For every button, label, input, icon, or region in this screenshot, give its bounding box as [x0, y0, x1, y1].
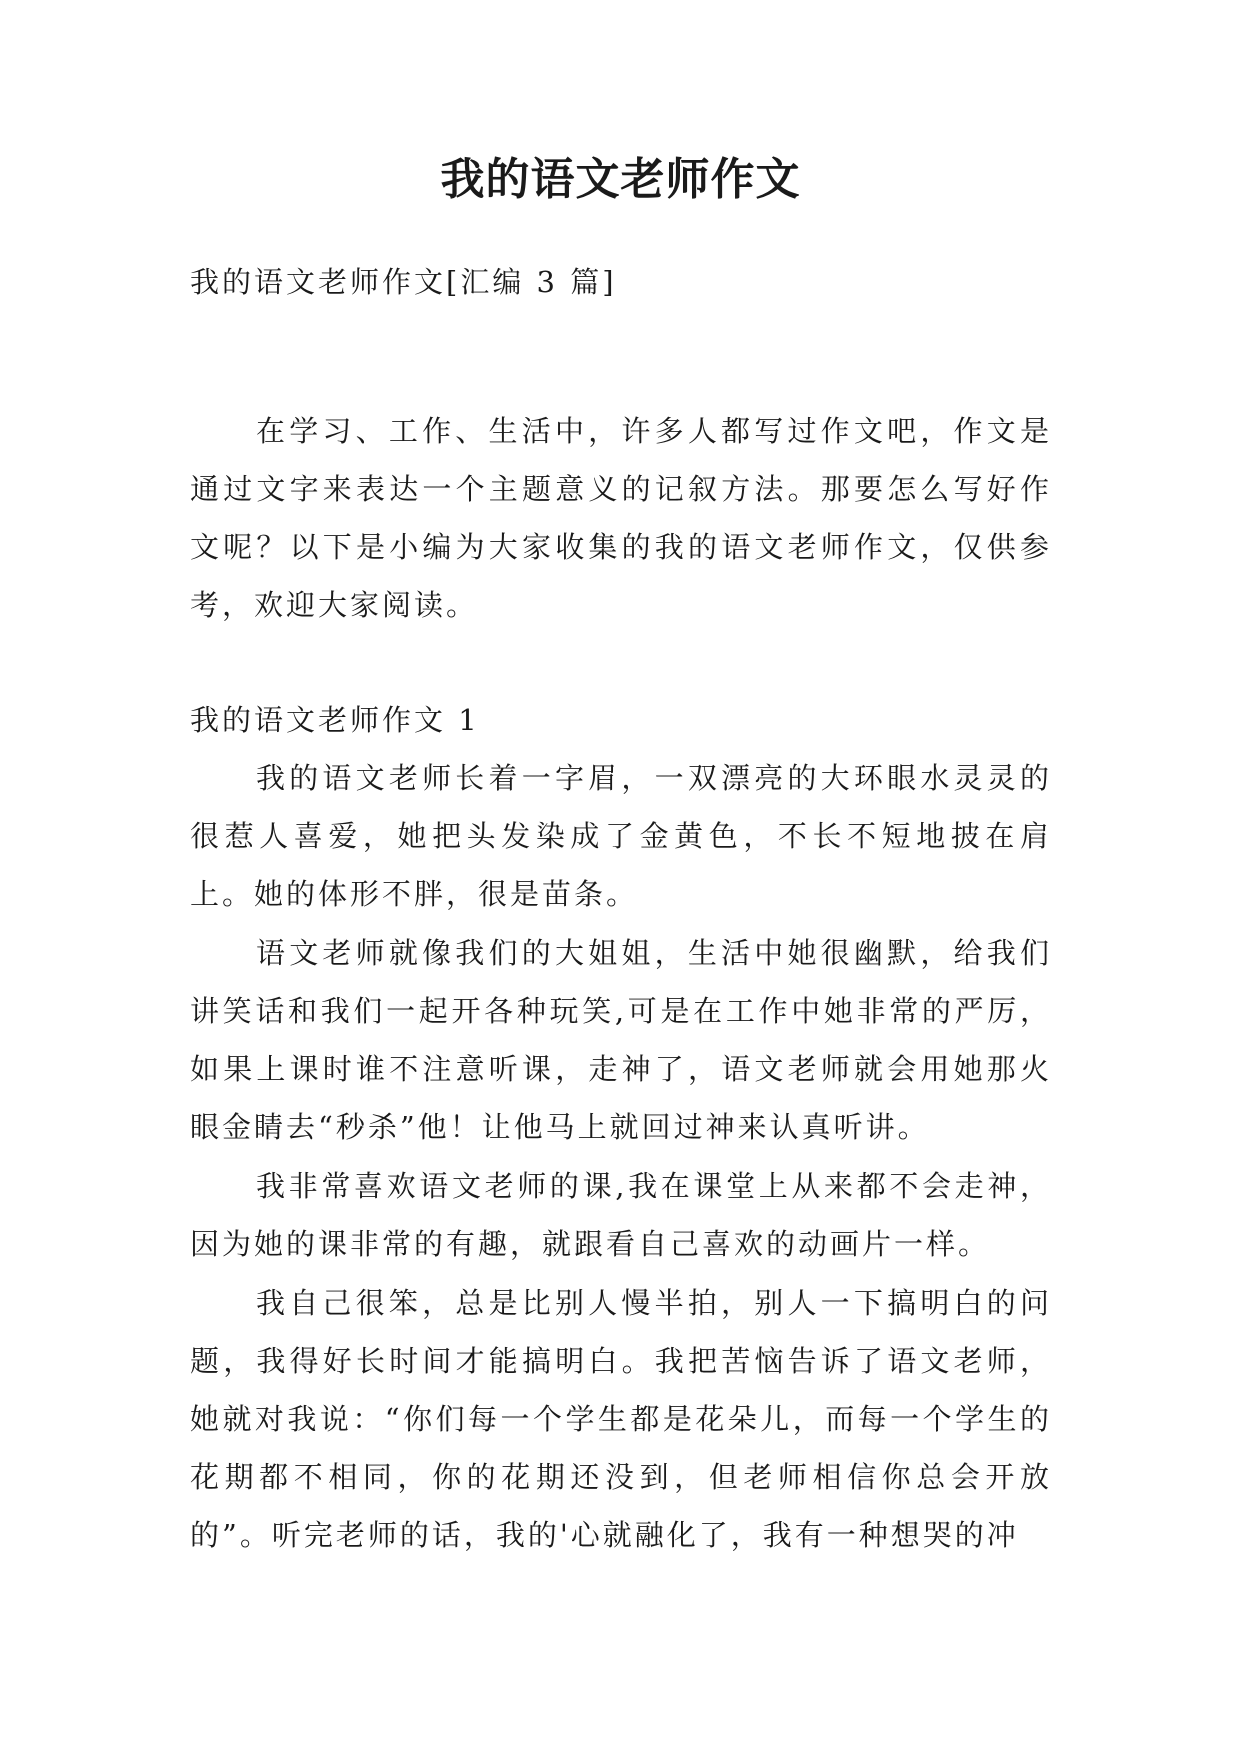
section-1-paragraph-1: 我的语文老师长着一字眉，一双漂亮的大环眼水灵灵的很惹人喜爱，她把头发染成了金黄色，不长不短地披在肩上。她的体形不胖，很是苗条。 [190, 761, 1052, 911]
document-subtitle: 我的语文老师作文[汇编 3 篇] [190, 265, 617, 299]
section-1-paragraph-4: 我自己很笨，总是比别人慢半拍，别人一下搞明白的问题，我得好长时间才能搞明白。我把苦恼告诉了语文老师，她就对我说：“你们每一个学生都是花朵儿，而每一个学生的花期都不相同，你的花期还没到，但老师相信你总会开放的”。听完老师的话，我的'心就融化了，我有一种想哭的冲 [190, 1286, 1052, 1552]
section-1-paragraph-2: 语文老师就像我们的大姐姐，生活中她很幽默，给我们讲笑话和我们一起开各种玩笑,可是在工作中她非常的严厉，如果上课时谁不注意听课，走神了，语文老师就会用她那火眼金睛去“秒杀”他！让他马上就回过神来认真听讲。 [190, 936, 1052, 1144]
document-title: 我的语文老师作文 [440, 154, 801, 205]
section-1-paragraph-3: 我非常喜欢语文老师的课,我在课堂上从来都不会走神，因为她的课非常的有趣，就跟看自己喜欢的动画片一样。 [190, 1169, 1052, 1261]
intro-paragraph: 在学习、工作、生活中，许多人都写过作文吧，作文是通过文字来表达一个主题意义的记叙方法。那要怎么写好作文呢？以下是小编为大家收集的我的语文老师作文，仅供参考，欢迎大家阅读。 [190, 414, 1052, 622]
section-1-heading: 我的语文老师作文 1 [190, 703, 480, 737]
